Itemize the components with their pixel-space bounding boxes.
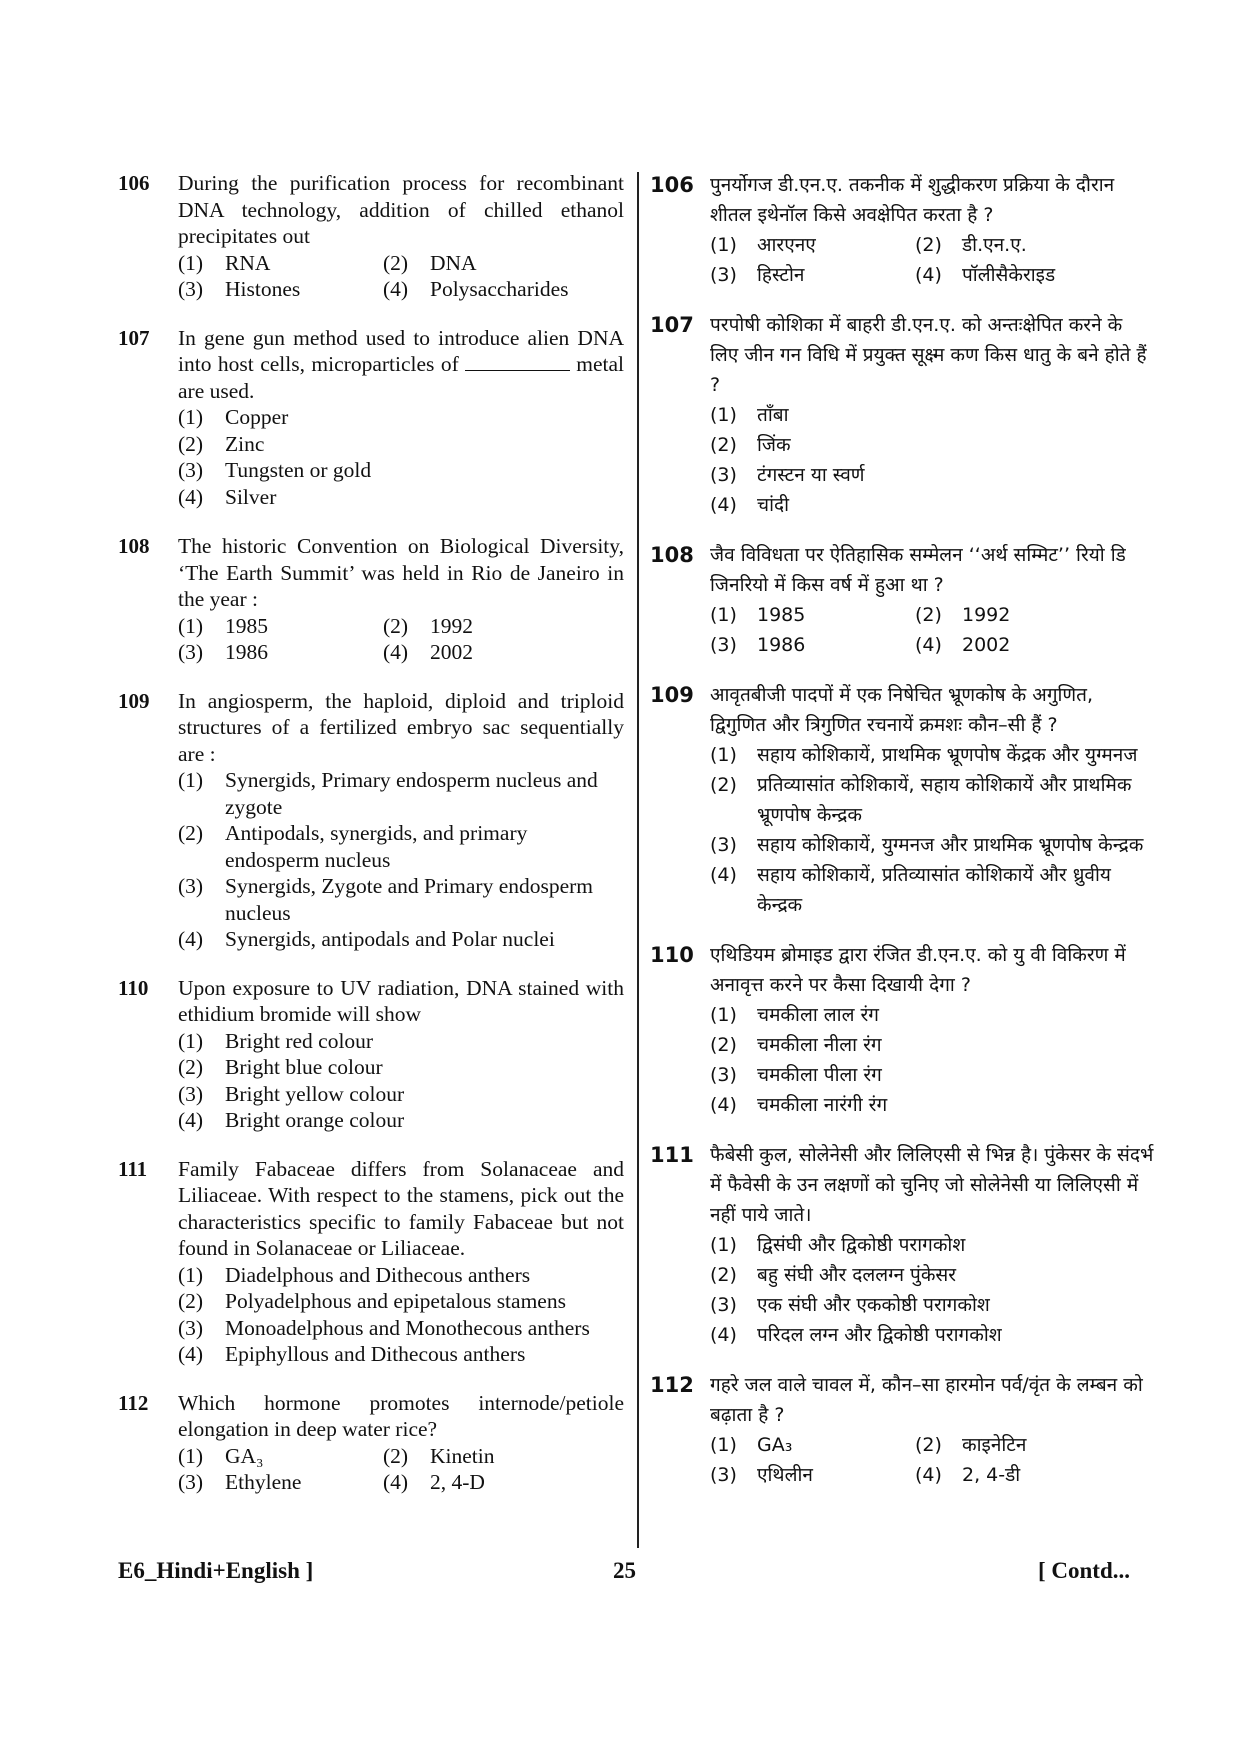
- option-4: [383, 1469, 624, 1496]
- option-4: [710, 860, 1155, 920]
- option-4: [710, 1320, 1155, 1350]
- question-111: [650, 1140, 1155, 1350]
- question-stem: Family Fabaceae differs from Solanaceae and Liliaceae. With respect to the stamens, pick out the characteristics specific to family Fabaceae but not found in Solanaceae or Liliaceae.: [178, 1156, 624, 1260]
- option-4: [915, 260, 1155, 290]
- option-1: [178, 1028, 624, 1055]
- question-109: [118, 688, 624, 953]
- options-list: [178, 767, 624, 953]
- option-1: [710, 740, 1155, 770]
- option-number: (1): [710, 234, 737, 256]
- option-text: Bright orange colour: [225, 1108, 405, 1132]
- option-2: [915, 230, 1155, 260]
- option-text: एक संघी और एककोष्ठी परागकोश: [757, 1294, 990, 1316]
- options-list: [178, 1443, 624, 1496]
- option-text: Silver: [225, 484, 277, 509]
- option-text: 2002: [430, 640, 473, 664]
- option-2: [383, 613, 624, 640]
- option-2: [178, 1288, 624, 1315]
- option-number: (4): [383, 640, 409, 664]
- option-number: (2): [178, 821, 204, 845]
- hindi-column: [650, 170, 1155, 1490]
- option-1: [710, 1000, 1155, 1030]
- option-number: (3): [710, 834, 737, 856]
- page-number: 25: [613, 1558, 636, 1583]
- option-number: (3): [178, 1315, 204, 1340]
- option-4: [383, 276, 624, 303]
- question-112: [118, 1390, 624, 1496]
- options-list: [178, 250, 624, 303]
- question-106: [650, 170, 1155, 290]
- option-number: (2): [178, 1289, 204, 1313]
- option-text: Antipodals, synergids, and primary endosperm nucleus: [225, 821, 528, 872]
- option-3: [710, 1290, 1155, 1320]
- option-number: (3): [178, 640, 204, 664]
- question-number: 108: [118, 534, 150, 558]
- option-3: [178, 873, 624, 926]
- question-107: [650, 310, 1155, 520]
- question-110: [650, 940, 1155, 1120]
- option-number: (4): [383, 277, 409, 301]
- option-number: (3): [178, 458, 204, 482]
- option-number: (2): [178, 431, 204, 456]
- option-text: सहाय कोशिकायें, प्रतिव्यासांत कोशिकायें और ध्रुवीय केन्द्रक: [757, 864, 1111, 916]
- question-number: 111: [118, 1156, 148, 1181]
- question-number: 108: [650, 543, 694, 567]
- question-number: 110: [118, 975, 149, 1000]
- option-text: टंगस्टन या स्वर्ण: [757, 464, 865, 486]
- option-3: [178, 639, 383, 666]
- question-number: 112: [650, 1373, 694, 1397]
- option-3: [710, 260, 915, 290]
- option-number: (1): [178, 1028, 204, 1053]
- question-text: [710, 680, 1155, 740]
- option-text: द्विसंघी और द्विकोष्ठी परागकोश: [757, 1234, 966, 1256]
- option-4: [178, 484, 624, 511]
- option-text: चमकीला नारंगी रंग: [757, 1094, 888, 1116]
- option-number: (2): [710, 774, 737, 796]
- options-list: [178, 613, 624, 666]
- question-text: [710, 1140, 1155, 1230]
- option-number: (3): [710, 1064, 737, 1086]
- option-number: (3): [178, 1081, 204, 1106]
- option-number: (1): [178, 1443, 204, 1468]
- option-number: (2): [710, 434, 737, 456]
- option-text: चमकीला पीला रंग: [757, 1064, 882, 1086]
- question-stem: फैबेसी कुल, सोलेनेसी और लिलिएसी से भिन्न है। पुंकेसर के संदर्भ में फैवेसी के उन लक्षणों को चुनिए जो सोलेनेसी या लिलिएसी में नहीं पाये जाते।: [710, 1144, 1154, 1226]
- option-text: चांदी: [757, 494, 789, 516]
- option-number: (1): [178, 613, 204, 638]
- option-3: [178, 1469, 383, 1496]
- options-list: [178, 1028, 624, 1134]
- option-text: DNA: [430, 250, 477, 275]
- option-4: [178, 926, 624, 953]
- option-text: परिदल लग्न और द्विकोष्ठी परागकोश: [757, 1324, 1002, 1346]
- option-text: 2, 4-डी: [962, 1464, 1021, 1486]
- option-text: Histones: [225, 277, 301, 301]
- option-number: (4): [178, 484, 204, 509]
- option-number: (4): [383, 1470, 409, 1494]
- question-stem-end: metal are used.: [178, 352, 625, 403]
- option-2: [710, 430, 1155, 460]
- option-text: ताँबा: [757, 404, 789, 426]
- option-3: [710, 460, 1155, 490]
- option-number: (2): [383, 613, 409, 638]
- option-text: RNA: [225, 250, 271, 275]
- option-number: (4): [178, 927, 204, 951]
- option-1: [710, 600, 915, 630]
- option-number: (1): [178, 1262, 204, 1287]
- option-text: डी.एन.ए.: [962, 234, 1027, 256]
- option-3: [710, 830, 1155, 860]
- question-106: [118, 170, 624, 303]
- option-text: Bright blue colour: [225, 1055, 383, 1079]
- option-text: Copper: [225, 405, 289, 429]
- question-stem: The historic Convention on Biological Diversity, ‘The Earth Summit’ was held in Rio de Janeiro in the year :: [178, 534, 624, 611]
- question-number: 106: [650, 173, 694, 197]
- question-number: 110: [650, 943, 694, 967]
- question-111: [118, 1156, 624, 1368]
- footer-paper-code: E6_Hindi+English ]: [118, 1558, 314, 1583]
- option-number: (2): [915, 604, 942, 626]
- question-text: [178, 325, 624, 405]
- option-4: [710, 1090, 1155, 1120]
- option-3: [178, 276, 383, 303]
- option-1: [178, 250, 383, 277]
- options-list: [710, 740, 1155, 920]
- option-text: हिस्टोन: [757, 264, 805, 286]
- option-2: [710, 770, 1155, 830]
- option-2: [383, 1443, 624, 1470]
- options-list: [178, 1262, 624, 1368]
- question-stem: Which hormone promotes internode/petiole elongation in deep water rice?: [178, 1390, 624, 1441]
- option-4: [178, 1107, 624, 1134]
- question-108: [118, 533, 624, 666]
- option-3: [178, 457, 624, 484]
- options-list: [178, 404, 624, 510]
- question-stem: जैव विविधता पर ऐतिहासिक सम्मेलन ‘‘अर्थ सम्मिट’’ रियो डि जिनरियो में किस वर्ष में हुआ था ?: [710, 544, 1126, 596]
- options-list: [710, 600, 1155, 660]
- option-number: (1): [178, 768, 204, 792]
- option-text: Epiphyllous and Dithecous anthers: [225, 1342, 526, 1366]
- option-number: (4): [915, 264, 942, 286]
- option-number: (4): [710, 1324, 737, 1346]
- question-text: [710, 540, 1155, 600]
- question-stem: परपोषी कोशिका में बाहरी डी.एन.ए. को अन्तःक्षेपित करने के लिए जीन गन विधि में प्रयुक्त सूक्ष्म कण किस धातु के बने होते हैं ?: [710, 314, 1147, 396]
- option-4: [915, 1460, 1155, 1490]
- option-text: Zinc: [225, 431, 265, 456]
- option-number: (4): [915, 1464, 942, 1486]
- option-text: GA₃: [225, 1443, 264, 1468]
- option-text: बहु संघी और दललग्न पुंकेसर: [757, 1264, 957, 1286]
- question-stem: गहरे जल वाले चावल में, कौन–सा हारमोन पर्व/वृंत के लम्बन को बढ़ाता है ?: [710, 1374, 1143, 1426]
- option-3: [178, 1081, 624, 1108]
- question-stem: During the purification process for recombinant DNA technology, addition of chilled ethanol precipitates out: [178, 171, 624, 248]
- option-text: जिंक: [757, 434, 791, 456]
- option-text: आरएनए: [757, 234, 816, 256]
- option-1: [710, 1430, 915, 1460]
- question-108: [650, 540, 1155, 660]
- option-text: 1985: [757, 604, 806, 626]
- question-text: [178, 688, 624, 768]
- option-number: (1): [178, 250, 204, 275]
- option-number: (4): [710, 1094, 737, 1116]
- options-list: [710, 1430, 1155, 1490]
- option-text: Bright red colour: [225, 1028, 374, 1053]
- option-2: [383, 250, 624, 277]
- options-list: [710, 1000, 1155, 1120]
- question-text: [710, 170, 1155, 230]
- question-text: [710, 1370, 1155, 1430]
- option-number: (3): [710, 634, 737, 656]
- option-number: (1): [710, 744, 737, 766]
- option-text: Tungsten or gold: [225, 458, 372, 482]
- option-text: 1992: [962, 604, 1011, 626]
- option-number: (3): [178, 1470, 204, 1494]
- question-stem: पुनर्योगज डी.एन.ए. तकनीक में शुद्धीकरण प्रक्रिया के दौरान शीतल इथेनॉल किसे अवक्षेपित करता है ?: [710, 174, 1115, 226]
- option-2: [710, 1030, 1155, 1060]
- question-110: [118, 975, 624, 1134]
- option-number: (4): [915, 634, 942, 656]
- question-107: [118, 325, 624, 511]
- option-number: (3): [710, 1464, 737, 1486]
- option-3: [178, 1315, 624, 1342]
- option-text: Ethylene: [225, 1470, 302, 1494]
- option-number: (3): [710, 264, 737, 286]
- option-number: (3): [178, 277, 204, 301]
- question-text: [178, 975, 624, 1028]
- question-stem: In angiosperm, the haploid, diploid and triploid structures of a fertilized embryo sac sequentially are :: [178, 688, 624, 766]
- option-number: (3): [178, 874, 204, 898]
- option-3: [710, 630, 915, 660]
- option-text: Synergids, Zygote and Primary endosperm nucleus: [225, 874, 594, 925]
- option-number: (4): [710, 494, 737, 516]
- option-text: Bright yellow colour: [225, 1081, 405, 1106]
- option-3: [710, 1460, 915, 1490]
- option-number: (1): [710, 604, 737, 626]
- option-text: 2002: [962, 634, 1011, 656]
- question-number: 106: [118, 171, 150, 195]
- option-number: (4): [710, 864, 737, 886]
- question-112: [650, 1370, 1155, 1490]
- option-number: (1): [710, 1434, 737, 1456]
- fill-in-blank: [465, 352, 570, 371]
- option-number: (1): [710, 1004, 737, 1026]
- option-text: Monoadelphous and Monothecous anthers: [225, 1315, 590, 1340]
- question-text: [178, 1390, 624, 1443]
- option-1: [178, 404, 624, 431]
- option-text: 1986: [757, 634, 806, 656]
- option-text: प्रतिव्यासांत कोशिकायें, सहाय कोशिकायें और प्राथमिक भ्रूणपोष केन्द्रक: [757, 774, 1132, 826]
- option-number: (2): [710, 1264, 737, 1286]
- footer-continued: [ Contd...: [1038, 1558, 1131, 1583]
- option-text: काइनेटिन: [962, 1434, 1027, 1456]
- question-text: [178, 533, 624, 613]
- option-number: (2): [915, 1434, 942, 1456]
- option-4: [710, 490, 1155, 520]
- question-stem: एथिडियम ब्रोमाइड द्वारा रंजित डी.एन.ए. को यु वी विकिरण में अनावृत्त करने पर कैसा दिखायी देगा ?: [710, 944, 1126, 996]
- option-1: [178, 767, 624, 820]
- option-text: सहाय कोशिकायें, युग्मनज और प्राथमिक भ्रूणपोष केन्द्रक: [757, 834, 1144, 856]
- question-number: 109: [650, 683, 694, 707]
- option-text: 1992: [430, 613, 473, 638]
- option-text: Diadelphous and Dithecous anthers: [225, 1262, 531, 1287]
- option-2: [178, 820, 624, 873]
- option-4: [915, 630, 1155, 660]
- question-stem: In gene gun method used to introduce alien DNA into host cells, microparticles of: [178, 325, 624, 376]
- option-number: (1): [710, 404, 737, 426]
- options-list: [710, 230, 1155, 290]
- option-number: (2): [710, 1034, 737, 1056]
- option-1: [710, 400, 1155, 430]
- question-text: [178, 1156, 624, 1262]
- option-number: (1): [710, 1234, 737, 1256]
- option-number: (2): [178, 1055, 204, 1079]
- option-text: Kinetin: [430, 1443, 495, 1468]
- column-divider: [637, 172, 639, 1548]
- option-number: (2): [383, 1443, 409, 1468]
- option-text: चमकीला नीला रंग: [757, 1034, 882, 1056]
- option-2: [915, 1430, 1155, 1460]
- question-number: 107: [650, 313, 694, 337]
- option-1: [710, 230, 915, 260]
- option-number: (1): [178, 405, 204, 429]
- option-text: एथिलीन: [757, 1464, 813, 1486]
- option-number: (3): [710, 1294, 737, 1316]
- option-2: [178, 1054, 624, 1081]
- option-1: [178, 1443, 383, 1470]
- option-text: चमकीला लाल रंग: [757, 1004, 879, 1026]
- option-text: Polyadelphous and epipetalous stamens: [225, 1289, 566, 1313]
- question-109: [650, 680, 1155, 920]
- options-list: [710, 400, 1155, 520]
- option-text: 1985: [225, 613, 268, 638]
- option-2: [915, 600, 1155, 630]
- question-stem: Upon exposure to UV radiation, DNA stained with ethidium bromide will show: [178, 975, 624, 1026]
- option-1: [178, 1262, 624, 1289]
- question-text: [178, 170, 624, 250]
- option-2: [178, 431, 624, 458]
- option-text: 1986: [225, 640, 268, 664]
- option-4: [178, 1341, 624, 1368]
- option-number: (2): [383, 250, 409, 275]
- question-number: 107: [118, 325, 150, 350]
- option-text: Synergids, Primary endosperm nucleus and zygote: [225, 768, 598, 819]
- option-2: [710, 1260, 1155, 1290]
- english-column: [118, 170, 624, 1496]
- option-number: (3): [710, 464, 737, 486]
- option-number: (4): [178, 1108, 204, 1132]
- option-number: (4): [178, 1342, 204, 1366]
- option-1: [178, 613, 383, 640]
- option-text: Polysaccharides: [430, 277, 569, 301]
- option-text: सहाय कोशिकायें, प्राथमिक भ्रूणपोष केंद्रक और युग्मनज: [757, 744, 1138, 766]
- question-stem: आवृतबीजी पादपों में एक निषेचित भ्रूणकोष के अगुणित, द्विगुणित और त्रिगुणित रचनायें क्रमशः कौन–सी हैं ?: [710, 684, 1094, 736]
- question-text: [710, 940, 1155, 1000]
- option-text: GA₃: [757, 1434, 793, 1456]
- question-number: 112: [118, 1390, 149, 1415]
- option-3: [710, 1060, 1155, 1090]
- option-4: [383, 639, 624, 666]
- options-list: [710, 1230, 1155, 1350]
- question-number: 111: [650, 1143, 694, 1167]
- option-number: (2): [915, 234, 942, 256]
- option-text: Synergids, antipodals and Polar nuclei: [225, 927, 555, 951]
- option-1: [710, 1230, 1155, 1260]
- option-text: 2, 4-D: [430, 1470, 485, 1494]
- question-text: [710, 310, 1155, 400]
- question-number: 109: [118, 688, 150, 713]
- option-text: पॉलीसैकेराइड: [962, 264, 1056, 286]
